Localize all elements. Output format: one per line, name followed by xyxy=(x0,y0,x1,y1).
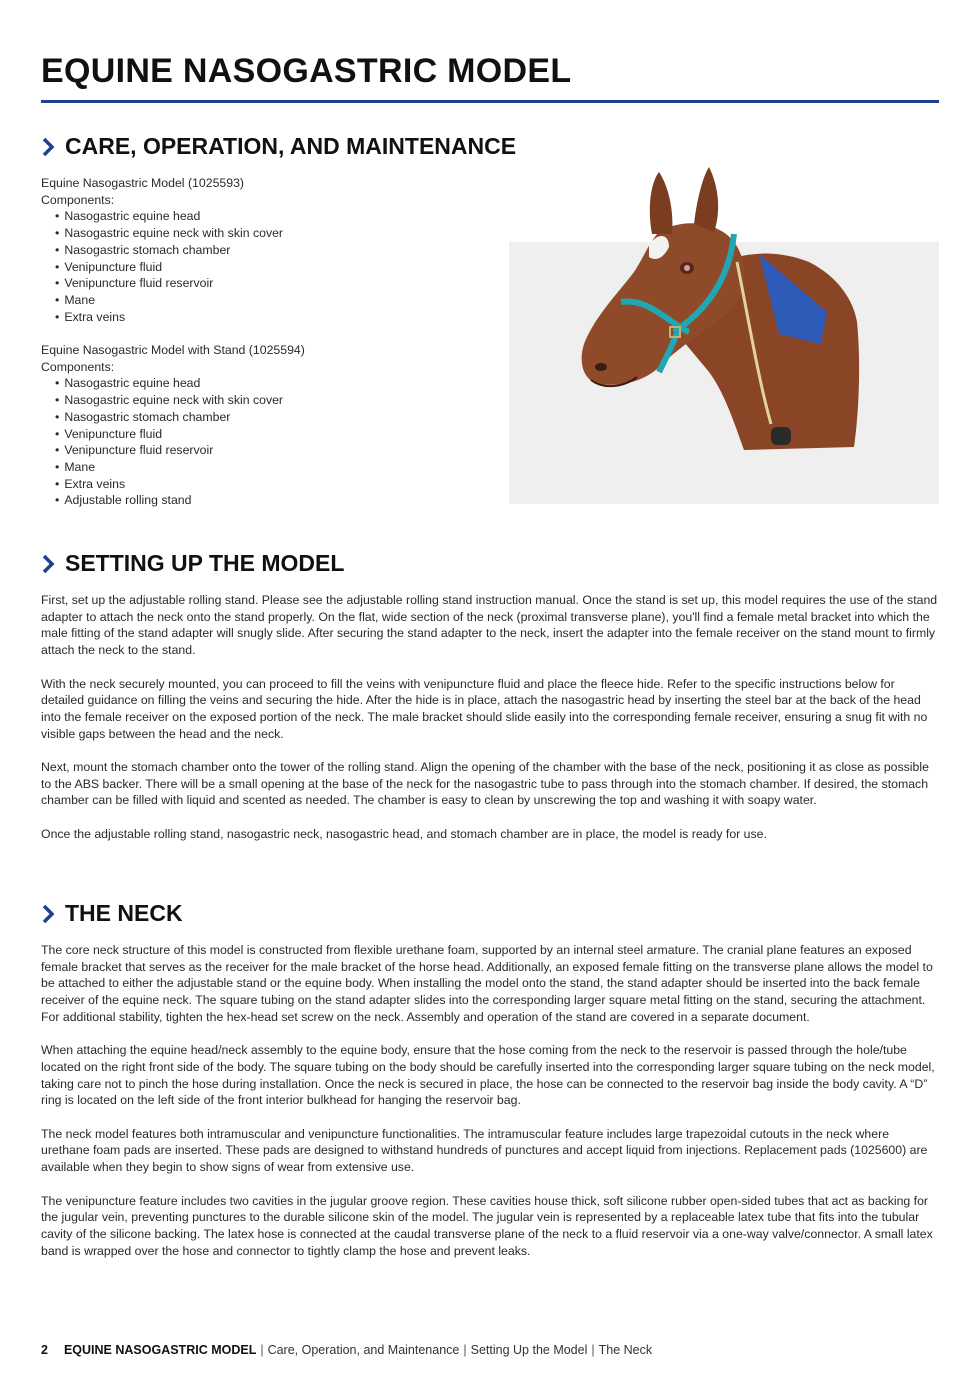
setup-body xyxy=(41,592,939,859)
section-heading-text: CARE, OPERATION, AND MAINTENANCE xyxy=(65,133,517,159)
paragraph: The core neck structure of this model is constructed from flexible urethane foam, supported by an internal steel armature. The cranial plane features an exposed female bracket that serves as the receiver for the male bracket of the horse head. Additionally, an exposed female fitting on the transverse plane allows the model to be attached to either the adjustable stand or the equine body. When installing the model onto the stand, the stand adapter should be inserted into the back female receiver of the equine neck. The square tubing on the stand adapter slides into the corresponding larger square metal fitting on the stand, securing the attachment. For additional stability, tighten the hex-head set screw on the neck. Assembly and operation of the stand are covered in a separate document. xyxy=(41,943,933,1024)
page-footer xyxy=(41,1343,652,1357)
section-heading-text: SETTING UP THE MODEL xyxy=(65,550,345,576)
footer-crumb: The Neck xyxy=(598,1343,653,1357)
section-heading-neck xyxy=(41,900,183,927)
list-item: • Venipuncture fluid reservoir xyxy=(55,275,481,292)
page-title: EQUINE NASOGASTRIC MODEL xyxy=(41,52,572,90)
section-heading-setup xyxy=(41,550,344,577)
list-item: • Adjustable rolling stand xyxy=(55,492,481,509)
paragraph: The neck model features both intramuscular and venipuncture functionalities. The intramuscular feature includes large trapezoidal cutouts in the neck where urethane foam pads are inserted. These pads are designed to withstand hundreds of punctures and accept liquid from injections. Replacement pads (1025600) are available when they begin to show signs of wear from extensive use. xyxy=(41,1126,928,1175)
footer-separator: | xyxy=(260,1343,264,1357)
neck-body xyxy=(41,942,939,1276)
title-rule xyxy=(41,100,939,103)
paragraph: The venipuncture feature includes two cavities in the jugular groove region. These cavities house thick, soft silicone rubber open-sided tubes that act as backing for the jugular vein, preventing punctures to the durable silicone skin of the model. The jugular vein is represented by a replaceable latex tube that fits into the tubular cavity of the silicone backing. The latex hose is connected at the caudal transverse plane of the neck to a fluid reservoir via a one-way valve/connector. A small latex band is wrapped over the hose and connector to tightly clamp the hose and prevent leaks. xyxy=(41,1193,933,1258)
page-number: 2 xyxy=(41,1343,48,1357)
component-list-model1 xyxy=(41,175,481,325)
footer-doc-name: EQUINE NASOGASTRIC MODEL xyxy=(63,1343,257,1357)
list-item: • Mane xyxy=(55,292,481,309)
list-item: • Nasogastric equine neck with skin cover xyxy=(55,392,481,409)
chevron-right-icon xyxy=(41,136,55,158)
section-heading-text: THE NECK xyxy=(65,900,183,926)
list-item: • Nasogastric equine head xyxy=(55,375,481,392)
list-item: • Extra veins xyxy=(55,309,481,326)
footer-crumb: Care, Operation, and Maintenance xyxy=(267,1343,460,1357)
paragraph: When attaching the equine head/neck assembly to the equine body, ensure that the hose coming from the neck to the reservoir is passed through the hole/tube located on the right front side of the body. The square tubing on the body should be carefully inserted into the corresponding larger square tubing on the neck model, taking care not to pinch the hose during installation. Once the neck is secured in place, the hose can be connected to the reservoir bag inside the body cavity. A “D” ring is located on the left side of the front interior bulkhead for hanging the reservoir bag. xyxy=(41,1043,935,1108)
list-item: • Venipuncture fluid xyxy=(55,426,481,443)
list-item: • Venipuncture fluid reservoir xyxy=(55,442,481,459)
list-item: • Nasogastric equine neck with skin cover xyxy=(55,225,481,242)
horse-model-image xyxy=(509,162,939,507)
list-item: • Nasogastric stomach chamber xyxy=(55,242,481,259)
footer-separator: | xyxy=(463,1343,467,1357)
list-item: • Nasogastric equine head xyxy=(55,208,481,225)
component-list-model2 xyxy=(41,342,481,509)
paragraph: First, set up the adjustable rolling stand. Please see the adjustable rolling stand instruction manual. Once the stand is set up, this model requires the use of the stand adapter to attach the neck onto the stand properly. On the flat, wide section of the neck (proximal transverse plane), you'll find a female metal bracket into which the male fitting of the stand adapter will snugly slide. After securing the stand adapter to the neck, insert the adapter into the female receiver on the stand mount to firmly attach the neck to the stand. xyxy=(41,593,938,658)
footer-crumb: Setting Up the Model xyxy=(470,1343,588,1357)
paragraph: Next, mount the stomach chamber onto the tower of the rolling stand. Align the opening of the chamber with the base of the neck, positioning it as close as possible to the ABS backer. There will be a small opening at the base of the neck for the nasogastric tube to pass through into the stomach chamber. If desired, the stomach chamber can be filled with liquid and scented as needed. The chamber is easy to clean by unscrewing the top and washing it with soapy water. xyxy=(41,760,929,808)
model-name: Equine Nasogastric Model with Stand (1025594) xyxy=(41,343,305,357)
model-name: Equine Nasogastric Model (1025593) xyxy=(41,176,245,190)
chevron-right-icon xyxy=(41,903,55,925)
components-label: Components: xyxy=(41,359,115,374)
paragraph: With the neck securely mounted, you can proceed to fill the veins with venipuncture fluid and place the fleece hide. Refer to the specific instructions below for detailed guidance on filling the veins and securing the hide. After the hide is in place, attach the nasogastric head by inserting the steel bar at the back of the head into the female receiver on the exposed portion of the neck. The male bracket should slide easily into the corresponding female receiver, ensuring a snug fit with no visible gaps between the head and the neck. xyxy=(41,676,928,741)
chevron-right-icon xyxy=(41,553,55,575)
paragraph: Once the adjustable rolling stand, nasogastric neck, nasogastric head, and stomach chamber are in place, the model is ready for use. xyxy=(41,826,767,841)
section-heading-care xyxy=(41,133,516,160)
components-label: Components: xyxy=(41,192,115,207)
list-item: • Extra veins xyxy=(55,476,481,493)
list-item: • Venipuncture fluid xyxy=(55,259,481,276)
footer-separator: | xyxy=(591,1343,595,1357)
list-item: • Nasogastric stomach chamber xyxy=(55,409,481,426)
list-item: • Mane xyxy=(55,459,481,476)
